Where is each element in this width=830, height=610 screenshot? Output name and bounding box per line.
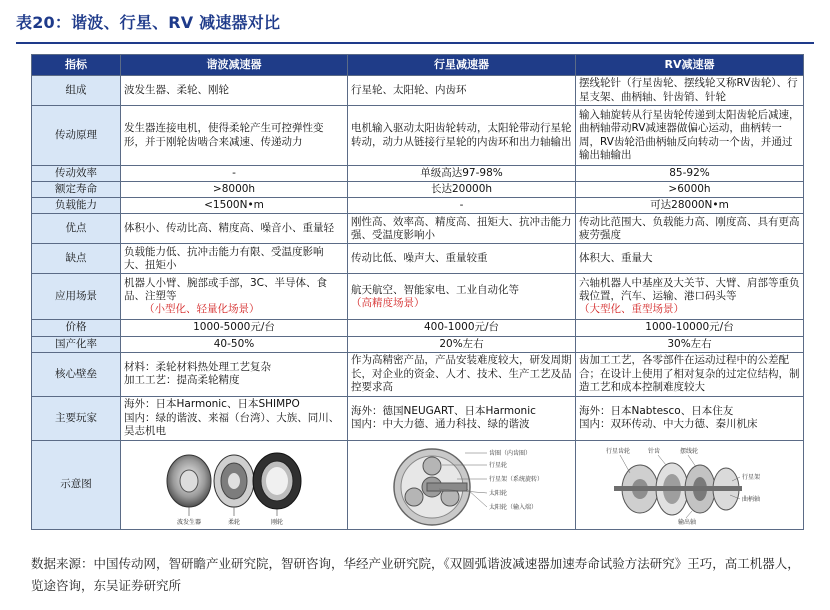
- cell-planetary-life: 长达20000h: [348, 182, 576, 198]
- row-label-pros: 优点: [32, 214, 121, 244]
- cell-rv-load: 可达28000N•m: [576, 198, 804, 214]
- cell-rv-price: 1000-10000元/台: [576, 320, 804, 336]
- table-row: [32, 76, 804, 106]
- cell-planetary-pros: 刚性高、效率高、精度高、扭矩大、抗冲击能力强、受温度影响小: [348, 214, 576, 244]
- row-label-cons: 缺点: [32, 244, 121, 274]
- cell-planetary-load: -: [348, 198, 576, 214]
- row-label-application: 应用场景: [32, 274, 121, 320]
- diagram-label: 曲柄轴: [741, 495, 760, 503]
- cell-planetary-application: [348, 274, 576, 320]
- cell-harmonic-efficiency: -: [121, 166, 348, 182]
- cell-planetary-players: 海外：德国NEUGART、日本Harmonic 国内：中大力德、通力科技、绿的谐波: [348, 396, 576, 440]
- cell-harmonic-cons: 负载能力低、抗冲击能力有限、受温度影响大、扭矩小: [121, 244, 348, 274]
- application-text: 六轴机器人中基座及大关节、大臂、肩部等重负载位置，汽车、运输、港口码头等: [579, 277, 800, 303]
- row-label-price: 价格: [32, 320, 121, 336]
- planetary-reducer-diagram: [377, 443, 547, 527]
- row-label-composition: 组成: [32, 76, 121, 106]
- cell-rv-barrier: 齿加工工艺，各零部件在运动过程中的公差配合；在设计上使用了相对复杂的过定位结构，制造工艺和成本控制难度较大: [576, 352, 804, 396]
- cell-harmonic-life: >8000h: [121, 182, 348, 198]
- table-header-row: [32, 55, 804, 76]
- row-label-principle: 传动原理: [32, 106, 121, 166]
- cell-planetary-price: 400-1000元/台: [348, 320, 576, 336]
- cell-harmonic-load: <1500N•m: [121, 198, 348, 214]
- cell-planetary-composition: 行星轮、太阳轮、内齿环: [348, 76, 576, 106]
- row-label-life: 额定寿命: [32, 182, 121, 198]
- row-label-efficiency: 传动效率: [32, 166, 121, 182]
- header-rv: RV减速器: [576, 55, 804, 76]
- source-note: 数据来源：中国传动网，智研瞻产业研究院，智研咨询，华经产业研究院，《双圆弧谐波减速器加速寿命试验方法研究》王巧，高工机器人，览途咨询，东吴证券研究所: [31, 556, 800, 593]
- table-row: [32, 166, 804, 182]
- cell-rv-cons: 体积大、重量大: [576, 244, 804, 274]
- header-planetary: 行星减速器: [348, 55, 576, 76]
- cell-planetary-cons: 传动比低、噪声大、重量较重: [348, 244, 576, 274]
- cell-rv-principle: 输入轴旋转从行星齿轮传递到太阳齿轮后减速，曲柄轴带动RV减速器做偏心运动，曲柄转一周，RV齿轮沿曲柄轴反向转动一个齿，并通过输出轴输出: [576, 106, 804, 166]
- crankshaft-icon: [614, 486, 742, 491]
- row-label-players: 主要玩家: [32, 396, 121, 440]
- harmonic-reducer-diagram: [159, 443, 309, 527]
- application-text: 机器人小臂、腕部或手部，3C、半导体、食品、注塑等: [124, 277, 328, 303]
- cell-rv-application: [576, 274, 804, 320]
- diagram-label: 摆线轮: [679, 447, 698, 455]
- table-row: [32, 352, 804, 396]
- planet-gear-icon: [423, 457, 441, 475]
- application-note: （小型化、轻量化场景）: [144, 303, 260, 316]
- cell-planetary-localization: 20%左右: [348, 336, 576, 352]
- diagram-label: 波发生器: [176, 518, 202, 526]
- table-row: [32, 198, 804, 214]
- comparison-table-wrapper: [31, 54, 803, 530]
- diagram-label: 齿圈（内齿圈）: [488, 449, 531, 457]
- table-row: [32, 274, 804, 320]
- diagram-label: 行星轮: [488, 461, 507, 469]
- cell-harmonic-localization: 40-50%: [121, 336, 348, 352]
- rv-reducer-diagram: [600, 443, 780, 527]
- cell-rv-localization: 30%左右: [576, 336, 804, 352]
- table-row: [32, 396, 804, 440]
- cell-rv-life: >6000h: [576, 182, 804, 198]
- table-row: [32, 106, 804, 166]
- cell-planetary-efficiency: 单级高达97-98%: [348, 166, 576, 182]
- diagram-label: 刚轮: [270, 518, 284, 526]
- row-label-barrier: 核心壁垒: [32, 352, 121, 396]
- cell-harmonic-pros: 体积小、传动比高、精度高、噪音小、重量轻: [121, 214, 348, 244]
- cell-rv-composition: 摆线轮针（行星齿轮、摆线轮又称RV齿轮）、行星支架、曲柄轴、针齿销、针轮: [576, 76, 804, 106]
- cell-harmonic-principle: 发生器连接电机，使得柔轮产生可控弹性变形，并于刚轮齿啮合来减速、传递动力: [121, 106, 348, 166]
- application-note: （大型化、重型场景）: [579, 303, 684, 316]
- application-note: （高精度场景）: [351, 296, 425, 309]
- cell-planetary-principle: 电机输入驱动太阳齿轮转动，太阳轮带动行星轮转动，动力从链接行星轮的内齿环和出力轴输出: [348, 106, 576, 166]
- title-divider: [16, 42, 814, 44]
- diagram-label: 柔轮: [227, 518, 241, 526]
- row-label-load: 负载能力: [32, 198, 121, 214]
- cell-harmonic-players: 海外：日本Harmonic、日本SHIMPO 国内：绿的谐波、来福（台湾）、大族、同川、昊志机电: [121, 396, 348, 440]
- table-row: [32, 244, 804, 274]
- table-row: [32, 214, 804, 244]
- cell-harmonic-price: 1000-5000元/台: [121, 320, 348, 336]
- comparison-table: [31, 54, 804, 530]
- diagram-label: 太阳轮（输入端）: [488, 503, 537, 511]
- row-label-diagram: 示意图: [32, 440, 121, 529]
- diagram-label: 太阳轮: [488, 489, 507, 497]
- application-text: 航天航空、智能家电、工业自动化等: [351, 283, 519, 296]
- diagram-label: 针齿: [647, 447, 660, 455]
- cell-rv-pros: 传动比范围大、负载能力高、刚度高、具有更高疲劳强度: [576, 214, 804, 244]
- header-indicator: 指标: [32, 55, 121, 76]
- cell-planetary-diagram: [348, 440, 576, 529]
- planet-gear-icon: [405, 488, 423, 506]
- cell-harmonic-barrier: 材料：柔轮材料热处理工艺复杂 加工工艺：提高柔轮精度: [121, 352, 348, 396]
- cell-rv-diagram: [576, 440, 804, 529]
- cell-rv-players: 海外：日本Nabtesco、日本住友 国内：双环传动、中大力德、秦川机床: [576, 396, 804, 440]
- diagram-label: 行星齿轮: [605, 447, 630, 455]
- table-row: [32, 320, 804, 336]
- cell-planetary-barrier: 作为高精密产品，产品安装难度较大，研发周期长，对企业的资金、人才、技术、生产工艺及品控要求高: [348, 352, 576, 396]
- diagram-label: 行星架: [741, 473, 760, 481]
- table-row: [32, 440, 804, 529]
- cell-harmonic-composition: 波发生器、柔轮、刚轮: [121, 76, 348, 106]
- header-harmonic: 谐波减速器: [121, 55, 348, 76]
- table-row: [32, 182, 804, 198]
- cell-harmonic-diagram: [121, 440, 348, 529]
- table-row: [32, 336, 804, 352]
- page-title: 表20：谐波、行星、RV 减速器对比: [16, 13, 281, 32]
- cell-harmonic-application: [121, 274, 348, 320]
- cell-rv-efficiency: 85-92%: [576, 166, 804, 182]
- diagram-label: 行星架（系统旋转）: [488, 475, 543, 483]
- diagram-label: 输出轴: [677, 518, 696, 526]
- row-label-localization: 国产化率: [32, 336, 121, 352]
